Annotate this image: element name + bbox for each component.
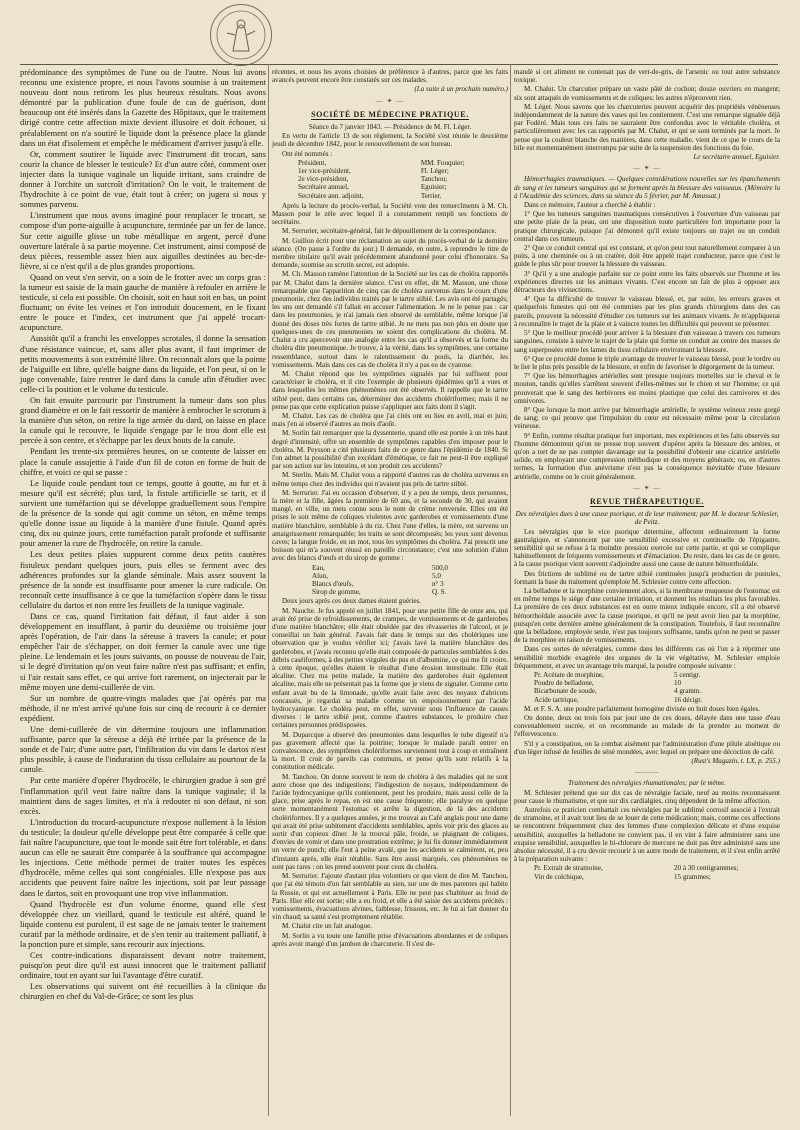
ingredient-qty: 15 grammes; [674, 872, 711, 881]
ingredient-name: Blancs d'œufs, [312, 579, 354, 588]
paragraph: L'introduction du trocard-acupuncture n'expose nullement à la lésion du testicule; la douleur qu'elle développe peut être comparée à celle que fait naître l'acupuncture, que tout le monde sait être fort tolérable, et dans aucun cas elle ne saurait être comparée à la souffrance qui accompagne les injections. Cette méthode permet de traiter toutes les espèces d'hydrocèle, même celles qui sont congéniales. Elle n'expose pas aux accidents que peuvent faire naître les injections, soit par leur passage dans le dartos, soit en provoquant une trop vive inflammation. [20, 817, 266, 898]
timbre-royal-seal-icon [210, 4, 272, 66]
paragraph: 2° Que ce conduit central qui est constant, et qu'on peut tout naturellement comparer à un puits, à une cheminée ou à un cratère, doit être appelé trajet conducteur, parce que c'est le guide le plus sûr pour trouver la blessure du vaisseau. [514, 244, 780, 269]
recipe-formula [272, 564, 508, 597]
paragraph: Les névralgies que le vice psorique détermine, affectent ordinairement la forme gastralgique, et s'annoncent par une sensibilité excessive et continuelle de l'épigastre, sensibilité qui se refuse à la moindre pression exercée sur cette partie, et qui se complique habituellement de fréquents vomissements et d'émaciation. Du reste, dans les cas de ce genre, à la cause psorique vient souvent s'adjoindre aussi une cause de nature hémorrhoïdale. [514, 527, 780, 569]
paragraph: M. Chalut répond que les symptômes signalés par lui suffisent pour caractériser le choléra, et il cite l'exemple de plusieurs épidémies qu'il a vues et dans lesquelles les mêmes phénomènes ont été observés. Il rappelle que le tartre stibié peut, dans certains cas, déterminer des accidents cholériformes; mais il ne pense pas que cette explication puisse s'appliquer aux faits dont il s'agit. [272, 369, 508, 411]
paragraph: On fait ensuite parcourir par l'instrument la tumeur dans son plus grand diamètre et on le fait ressortir de manière à embrocher le scrotum à la manière d'un séton, on retire la tige armée du dard, on laisse en place la canule qui le recouvre, le liquide s'engage par le trou dont elle est percée à son centre, et s'échappe par les deux bouts de la canule. [20, 396, 266, 446]
paragraph: 6° Que ce procédé donne le triple avantage de trouver le vaisseau blessé, pour le tordre ou le lier le plus près possible de la blessure, et enfin de favoriser le dégorgement de la tumeur. [514, 354, 780, 371]
ornament-divider: — ✦ — [375, 96, 405, 105]
paragraph: M. Sterlin. Mais M. Chalut vous a rapporté d'autres cas de choléra survenus en même temps chez des individus qui n'avaient pas pris de tartre stibié. [272, 471, 508, 488]
ingredient-qty: 500,0 [432, 563, 448, 572]
paragraph: Pendant les trente-six premières heures, on se contente de laisser en place la canule assujettie à l'aide d'un fil de coton en forme de huit de chiffre, et voici ce qui se passe : [20, 447, 266, 477]
column-hydrocele [20, 68, 266, 1004]
paragraph: Des frictions de sublimé ou de tartre stibié continuées jusqu'à production de pustules, formant la base du traitement qu'emploie M. Schlesier contre cette affection. [514, 569, 780, 586]
paragraph: Autrefois ce praticien combattait ces névralgies par le sublimé corrosif associé à l'extrait de stramoine, et il avait tout lieu de se louer de cette médication; mais, comme ces affections se rencontrent fréquemment chez des femmes d'une complexion délicate et d'une exquise sensibilité, auxquelles la belladone ne convient pas, il en vint à faire administrer sans une exquise sensibilité, auxquelles le bi-chlorure de mercure ne doit pas être administré sans une absolue nécessité, il a cru devoir recourir à un autre mode de traitement, et il s'est enfin arrêté à la préparation suivante : [514, 806, 780, 864]
paragraph: Quand l'hydrocèle est d'un volume énorme, quand elle s'est développée chez un vieillard, quand le testicule est altéré, quand le liquide contenu est purulent, il est sage de ne jamais tenter le traitement curatif par la méthode ordinaire, et de s'en tenir au traitement palliatif, à la ponction pure et simple, sans recourir aux injections. [20, 899, 266, 949]
seance-line: Séance du 7 janvier 1843. — Présidence de M. Fl. Léger. [308, 123, 472, 132]
paragraph: Sur un nombre de quatre-vingts malades que j'ai opérés par ma méthode, il ne m'est arrivé qu'une fois sur cinq de recourir à ce dernier expédient. [20, 693, 266, 723]
paragraph: Quand on veut s'en servir, on a soin de le frotter avec un corps gras : la tumeur est saisie de la main gauche de manière à refouler en arrière le testicule, si cela est possible. On choisit, soit en haut soit en bas, un point fluctuant; on évite les veines et l'on introduit doucement, en le fixant entre le pouce et l'index, cet instrument que j'ai appelé trocart-acupuncture. [20, 272, 266, 333]
ingredient-name: Bicarbonate de soude, [534, 687, 597, 696]
officer-role: 2e vice-président, [298, 175, 349, 184]
ornament-divider: ——— [635, 768, 659, 777]
paragraph: M. Serrurier, secrétaire-général, fait le dépouillement de la correspondance. [282, 227, 497, 236]
rheum-title: Traitement des névralgies rhumatismales; par le même. [568, 779, 726, 788]
ingredient-qty: 20 à 30 centigrammes; [674, 864, 739, 873]
paragraph: Dans ce cas, quand l'irritation fait défaut, il faut aider à son développement en insufflant, à partir du deuxième ou troisième jour après l'opération, de l'air dans la séreuse à travers la canule; et pour empêcher l'air de s'échapper, on doit fermer la canule avec une tige pleine. Le lendemain et les jours suivants, on pousse de nouveau de l'air, si le degré d'irritation qu'on veut faire naître n'est pas suffisant; et enfin, si l'air restait sans effet, ce qui arrive fort rarement, on injecterait par le même moyen une demi-cuillerée de vin. [20, 611, 266, 692]
paragraph: La belladone et la morphine conviennent alors, si la membrane muqueuse de l'estomac est en même temps le siége d'une certaine irritation, et donnent les résultats les plus favorables. La première de ces deux substances est en outre mieux indiquée encore, s'il a été observé hémorrhoïdale associée avec la cause psorique, et qu'il ne peut avoir lieu par la morphine, puisqu'en cette dernière amène généralement de la constipation. Toutefois, il faut reconnaître que la belladone, employée seule, n'est pas toujours suffisante, tandis qu'on ne peut se passer de la morphine en raison de vomissements. [514, 586, 780, 645]
ingredient-qty: 5,0 [432, 571, 441, 580]
paragraph: M. Guillon écrit pour une réclamation au sujet du procès-verbal de la dernière séance. (On passe à l'ordre du jour.) Il demande, en outre, à reprendre le titre de membre titulaire qu'il avait précédemment abandonné pour celui d'honoraire. Sa demande, soumise au scrutin secret, est adoptée. [272, 236, 508, 270]
officers-list [272, 159, 508, 200]
paragraph: M. Nauche. Je fus appelé en juillet 1841, pour une petite fille de onze ans, qui avait été prise de refroidissements, de crampes, de vomissements et de garderobes d'une matière blanchâtre; elle était obsédée par des rêvasseries de l'alcool, et je conseillai un bain général. J'avais fait dans le temps sur des cholériques une observation que je voulus vérifier ici; j'avais lavé la matière blanchâtre des garderobes, et j'avais reconnu qu'elle était composée de particules semblables à des débris caséiformes, à des petites virgules de pus et d'albumine, ce qui me fit croire, à cette époque, qu'elles étaient le résultat d'une érosion intestinale. Elle était alcaline. Chez ma petite malade, la matière des garderobes était également alcaline, mais elle ne présentait pas la forme que je viens de signaler. Comme cette enfant avait bu de la limonade, qu'elle avait faite avec des noyaux d'abricots concassés, je regardai sa maladie comme un empoisonnement par l'acide hydrocyanique. Le choléra peut, en effet, survenir sous l'influence de causes diverses : le tartre stibié peut, comme d'autres substances, le produire chez certaines personnes prédisposées. [272, 606, 508, 730]
ingredient-qty: Q. S. [432, 588, 447, 597]
paragraph: M. Serrurier. J'ai eu occasion d'observer, il y a peu de temps, deux personnes, la mère et la fille, âgées la première de 60 ans, et la seconde de 30, qui avaient mangé, en ville, un mets connu sous le nom de crème renversée. Elles ont été prises le soir même de coliques violentes avec garderobes et vomissements d'une matière blanchâtre, semblable à du riz. Chez l'une d'elles, la mère, est survenu un amaigrissement remarquable; les traits se sont décomposés; les yeux sont devenus caves; la langue froide, en un mot, tous les symptômes du choléra. J'ai prescrit une boisson qui m'a souvent réussi en pareille circonstance; c'est une solution d'alun avec des blancs d'œufs et du sirop de gomme : [272, 488, 508, 563]
paragraph: Une demi-cuillerée de vin détermine toujours une inflammation suffisante, parce que la séreuse a déjà été irritée par la présence de la sonde et de l'air; d'une autre part, l'infiltration du vin dans le dartos n'est plus possible, à cause de l'induration du tissu cellulaire au pourtour de la canule. [20, 725, 266, 775]
paragraph: M. Sorlin fait remarquer que la dyssenterie, quand elle est portée à un très haut degré d'intensité, offre un ensemble de symptômes capables d'en imposer pour le choléra. M. Peysson a cité plusieurs faits de ce genre dans l'épidémie de 1840. Si l'on admet la possibilité d'un excédant d'émétique, ce fait ne peut-il être expliqué par son action sur les intestins, et son produit ces accidents? [272, 429, 508, 471]
ingredient-qty: 5 centigr. [674, 671, 701, 680]
officer-role: Secrétaire ann. adjoint, [298, 191, 364, 200]
paragraph: Deux jours après ces deux dames étaient guéries. [282, 597, 422, 606]
paragraph: M. Schlesier prétend que sur dix cas de névralgie faciale, neuf au moins reconnaissent pour cause le rhumatisme, et que sur dix cardialgies, cinq dépendent de la même affection. [514, 788, 780, 805]
paragraph: L'instrument que nous avons imaginé pour remplacer le trocart, se compose d'un porte-aiguille à acupuncture, terminée par un fer de lance. Sur cette aiguille glisse un tube métallique en argent, percé d'une ouverture latérale à sa partie moyenne. Cet instrument, ainsi composé de deux pièces, ressemble assez bien aux aiguilles destinées au bec-de-lièvre, si ce n'est qu'il a de plus grandes proportions. [20, 211, 266, 271]
elected-label: Ont été nommés : [282, 149, 333, 158]
paragraph: Les observations qui suivent ont été recueillies à la clinique du chirurgien en chef du Val-de-Grâce; ce sont les plus [20, 982, 266, 1002]
ingredient-qty: 4 gramm. [674, 687, 702, 696]
officer-role: 1er vice-président, [298, 167, 351, 176]
ingredient-qty: 10 [674, 679, 682, 688]
section-title: REVUE THÉRAPEUTIQUE. [589, 496, 705, 506]
paragraph: Par cette manière d'opérer l'hydrocèle, le chirurgien gradue à son gré l'inflammation qu'il veut faire naître dans la tunique vaginale; il la maintient dans de sages limites, et n'a à redouter ni son défaut, ni son excès. [20, 776, 266, 816]
paragraph: 4° Que la difficulté de trouver le vaisseau blessé, et, par suite, les erreurs graves et quelquefois funestes qui ont été commises par les plus grands chirurgiens dans des cas pareils, prouvent la nécessité d'étudier ces tumeurs sur les animaux vivants. Je m'appliquerai à reconnaître le trajet de la plaie et à vaincre toutes les difficultés qui peuvent se présenter. [514, 295, 780, 328]
ingredient-name: Acide tartrique, [534, 695, 579, 704]
ingredient-name: Sirop de gomme, [312, 588, 361, 597]
column-therapeutique [514, 68, 780, 882]
recipe-formula [514, 864, 780, 880]
ingredient-name: Pr. Extrait de stramoine, [534, 864, 603, 873]
paragraph: M. Chalut cite un fait analogue. [282, 922, 373, 931]
paragraph: M. Ch. Masson ramène l'attention de la Société sur les cas de choléra rapportés par M. Chalut dans la dernière séance. C'est en effet, dit M. Masson, une chose remarquable que l'apparition de cinq cas de choléra survenus dans le cours d'une pneumonie, chez des individus traités par le tartre stibié. Les avis ont été partagés; les uns ont demandé s'il fallait en accuser l'alimentation. Je ne le pense pas : car dans les pneumonies, je n'ai jamais rien observé de semblable, même lorsque j'ai donné des doses très fortes de tartre stibié. Je ne mets pas non plus en doute que quelques-unes de ces pneumonies ne soient des complications du choléra. M. Chalut a cru apercevoir une analogie entre les cas qu'il a observés et la forme du choléra dite pneumonique. Je trouve, à la vérité, dans les symptômes, une certaine ressemblance, surtout dans le ralentissement du pouls, la diarrhée, les vomissements. Mais dans ces cas de choléra il n'y a pas eu de cyanose. [272, 270, 508, 369]
paragraph: M. Chalut. Les cas de choléra que j'ai cités ont eu lieu en avril, mai et juin; mais j'en ai observé d'autres au mois d'août. [272, 411, 508, 429]
paragraph: M. Chalut. Un charcutier prépare un vaste pâté de cochon; douze ouvriers en mangent; six sont attaqués de vomissements et de coliques; les autres n'éprouvent rien. [514, 85, 780, 102]
paragraph: récentes, et nous les avons choisies de préférence à d'autres, parce que les faits avancés peuvent encore être constatés sur ces malades. [272, 68, 508, 85]
paragraph: Le liquide coule pendant tout ce temps, goutte à goutte, au fur et à mesure qu'il est sécrété; plus tard, la fistule artificielle se tarit, et il survient une tuméfaction qui se développe graduellement sous l'empire de la présence de la sonde qui agit comme un séton, en même temps qu'elle donne issue au liquide à la manière d'une fistule. Quand après cinq, dix ou quinze jours, cette tuméfaction paraît profonde et suffisante pour amener la cure de l'hydrocèle, on retire la canule. [20, 478, 266, 549]
continued-note: (La suite à un prochain numéro.) [414, 85, 508, 94]
ingredient-name: Alun, [312, 571, 328, 580]
paragraph: M. Tanchou. On donne souvent le nom de choléra à des maladies qui ne sont autre chose que des indigestions; l'indigestion de noyaux, indépendamment de l'acide hydrocyanique qu'ils contiennent, peut les produire, mais aussi celle de la glace, prise après le repas, en est une cause fréquente; elle paralyse en quelque sorte momentanément l'estomac et arrête la digestion, de là des accidents cholériformes. Il y a quelques années, je me trouvai au Café anglais pour une dame qui avait été prise subitement d'accidents semblables, après voir pris des glaces au sortir d'un copieux dîner. Je la trouvai pâle, froide, se plaignant de coliques, d'envies de vomir et dans une prostration extrême; je lui fis donner immédiatement un verre de punch; elle l'eut à peine avalé, que les accidents se calmèrent, et, peu d'instants après, elle était rétablie. Sans être aussi marqués, ces phénomènes ne sont pas rares : on les prend souvent pour ceux du choléra. [272, 772, 508, 871]
paragraph: M. Sorlin a vu toute une famille prise d'évacuations abondantes et de coliques après avoir mangé d'un jambon de charcuterie. Il s'est de- [272, 931, 508, 948]
paragraph: En vertu de l'article 13 de son règlement, la Société s'est réunie le deuxième jeudi de décembre 1842, pour le renouvellement de son bureau. [272, 132, 508, 149]
paragraph: M. Léger. Nous savons que les charcuteries peuvent acquérir des propriétés vénéneuses indépendamment de la nature des vases qui les contiennent. C'est une remarque signalée déjà par Fodéré. Mais tous ces faits ne sauraient être confondus avec le véritable choléra, et particulièrement avec les cas rapportés par M. Chalut, et qui se sont terminés par la mort. Je pense que la couleur blanche des matières, dans cette maladie, vient de ce que le cours de la bile est momentanément interrompu par suite de la suspension des fonctions du foie. [514, 102, 780, 152]
officer-name: Fl. Léger; [420, 167, 449, 176]
paragraph: Ces contre-indications disparaissent devant notre traitement, puisqu'on peut dire qu'il est aussi innocent que le traitement palliatif ordinaire, tout en ayant sur lui l'avantage d'être curatif. [20, 951, 266, 981]
officer-role: Secrétaire annuel, [298, 183, 349, 192]
paragraph: 9° Enfin, comme résultat pratique fort important, mes expériences et les faits observés sur l'homme démontrent qu'on ne presse trop souvent d'opérer après la blessure des artères, et qu'on a tort de ne pas compter davantage sur la possibilité d'obtenir une cicatrice artérielle solide, en employant une compression méthodique et des moyens généraux; ou, en d'autres termes, la formation d'un anévrisme n'est pas la conséquence inévitable d'une blessure artérielle, comme on le croit généralement. [514, 431, 780, 481]
ingredient-qty: 16 décigr. [674, 695, 702, 704]
paragraph: 8° Que lorsque la mort arrive par hémorrhagie artérielle, le système veineux reste gorgé de sang; ce qui prouve que l'impulsion du cœur est nécessaire même pour la circulation veineuse. [514, 405, 780, 431]
paragraph: 3° Qu'il y a une analogie parfaite sur ce point entre les faits observés sur l'homme et les expériences directes sur les animaux vivants. C'est encore un fait de plus à opposer aux détracteurs des vivisections. [514, 269, 780, 295]
paragraph: prédominance des symptômes de l'une ou de l'autre. Nous lui avons reconnu une existence propre, et nous l'avons soumise à un traitement nouveau dont nous retirons les plus heureux résultats. Nous avons démontré par la publication d'une foule de cas de guérison, dont beaucoup ont été insérés dans la Gazette des Hôpitaux, que le traitement dirigé contre cette affection mixte devient illusoire et doit échouer, si préalablement on n'a soutiré le liquide dont la présence place la glande dans un état d'isolement et empêche le médicament d'arriver jusqu'à elle. [20, 68, 266, 148]
column-divider-1 [268, 64, 269, 1116]
paragraph: 1° Que les tumeurs sanguines traumatiques consécutives à l'ouverture d'un vaisseau par une petite plaie de la peau, ont une disposition toute particulière fort importante pour la pratique chirurgicale, puisque j'ai démontré qu'il existe toujours un trajet ou un conduit central dans ces tumeurs. [514, 210, 780, 243]
officer-name: Eguisier; [420, 183, 447, 192]
neuralgie-title: Des névralgies dues à une cause psorique, et de leur traitement; par M. le docteur Schlesier, de Peitz. [515, 510, 779, 527]
paragraph: Or, comment soutirer le liquide avec l'instrument dit trocart, sans courir la chance de blesser le testicule? Et d'un autre côté, comment oser injecter dans la tunique vaginale un liquide irritant, sans craindre de donner à l'orchite un surcroît d'irritation? On le voit, le traitement de l'hydrochite à ce point de vue, était tout à créer; on jugera si nous y sommes parvenu. [20, 149, 266, 210]
paragraph: M. Serrurier. J'ajoute d'autant plus volontiers ce que vient de dire M. Tanchou, que j'ai été témoin d'un fait semblable au sien, sur une de mes parentes qui habite la Russie, et qui est actuellement à Paris. Elle ne peut pas s'habituer au froid de Paris. Hier elle est sortie; elle a eu froid, et elle a été saisie des accidents précités : vomissements, évacuations alvines, faiblesse, frissons, etc. Je lui ai fait donner du vin chaud; sa santé s'est promptement rétablie. [272, 872, 508, 922]
paragraph: Dans ce mémoire, l'auteur a cherché à établir : [524, 201, 656, 210]
officer-name: Terrier. [420, 191, 442, 200]
officer-name: Tanchou; [420, 175, 448, 184]
signature: Le secrétaire annuel, Eguisier. [693, 153, 780, 162]
ornament-divider: — ✦ — [632, 164, 662, 173]
source-citation: (Rust's Magazin, t. LX, p. 255.) [691, 757, 780, 766]
paragraph: Après la lecture du procès-verbal, la Société vote des remercîments à M. Ch. Masson pour le zèle avec lequel il a constamment rempli ses fonctions de secrétaire. [272, 201, 508, 227]
paragraph: Les deux petites plaies suppurent comme deux petits cautères fistuleux pendant quelques jours, puis elles se ferment avec des adhérences profondes sur la glande séminale. Mais assez souvent la présence de la sonde est insuffisante pour amener la cure radicale. On reconnaît cette insuffisance à ce que la tuméfaction s'opère dans le tissu cellulaire du dartos et non entre les feuillets de la tunique vaginale. [20, 550, 266, 610]
ornament-divider: — ✦ — [632, 483, 662, 492]
column-societe [272, 68, 508, 949]
paragraph: 7° Que les hémorrhagies artérielles sont presque toujours mortelles sur le cheval et le mouton, tandis qu'elles s'arrêtent souvent d'elles-mêmes sur le chien et sur l'homme; ce qui prouverait que le sang des herbivores est moins plastique que celui des carnivores et des omnivores. [514, 372, 780, 405]
officer-role: Président, [298, 158, 327, 167]
paragraph: 5° Que le meilleur procédé pour arriver à la blessure d'un vaisseau à travers ces tumeurs sanguines, consiste à suivre le trajet de la plaie qui forme un conduit au centre des masses de sang superposées entre les lames du tissu cellulaire environnant la blessure. [514, 329, 780, 354]
paragraph: S'il y a constipation, on la combat aisément par l'administration d'une pilule aloétique ou d'un léger infusé de feuilles de séné mondées, avec lequel on prépare une décoction de café. [514, 739, 780, 756]
section-title: SOCIÉTÉ DE MÉDECINE PRATIQUE. [311, 109, 469, 119]
seal-figure-icon [211, 5, 271, 65]
top-rule [20, 64, 778, 65]
paragraph: On donne, deux ou trois fois par jour une de ces doses, délayée dans une tasse d'eau convenablement sucrée, et on recommande au malade de la prendre au moment de l'effervescence. [514, 714, 780, 739]
ingredient-name: Vin de colchique, [534, 872, 584, 881]
officer-name: MM. Fouquier; [420, 158, 465, 167]
paragraph: M. et F. S. A. une poudre parfaitement homogène divisée en huit doses bien égales. [524, 704, 761, 713]
memoir-title: Hémorrhagies traumatiques. — Quelques considérations nouvelles sur les épanchements de sang et les tumeurs sanguines qui se forment après la blessure des vaisseaux. (Mémoire lu à l'Académie des sciences, dans sa séance du 5 février, par M. Amussat.) [514, 175, 780, 200]
ingredient-name: Pr. Acétate de morphine, [534, 671, 604, 680]
ingredient-name: Eau, [312, 563, 325, 572]
paragraph: Dans ces sortes de névralgies, comme dans les différents cas où l'on a à réprimer une sensibilité morbide exagérée des organes de la vie végétative, M. Schlesier emploie fréquemment, et avec un avantage très marqué, la poudre composée suivante : [514, 645, 780, 670]
paragraph: M. Duparcque a observé des pneumonies dans lesquelles le tube digestif n'a pas gravement affecté que la poitrine; lorsque le malade paraît entrer en convalescence, des symptômes cholériformes surviennent tout à coup et entraînent la mort. Il croit de pareils cas communs, et pense qu'ils sont relatifs à la constitution médicale. [272, 730, 508, 772]
paragraph: Aussitôt qu'il a franchi les enveloppes scrotales, il donne la sensation d'une résistance vaincue, et, sans aller plus avant, il faut imprimer de petits mouvements à son extrémité libre. On reconnaît alors que la pointe de l'aiguille est libre, qu'elle baigne dans du liquide, et l'on peut, si on le juge convenable, faire rentrer le dard dans la canule afin d'étudier avec celle-ci la position et le volume du testicule. [20, 334, 266, 394]
paragraph: mandé si cet aliment ne contenait pas de vert-de-gris, de l'arsenic ou tout autre substance toxique. [514, 68, 780, 85]
ingredient-name: Poudre de belladone, [534, 679, 594, 688]
recipe-formula [514, 671, 780, 704]
ingredient-qty: n° 3 [432, 579, 444, 588]
column-divider-2 [510, 64, 511, 1116]
